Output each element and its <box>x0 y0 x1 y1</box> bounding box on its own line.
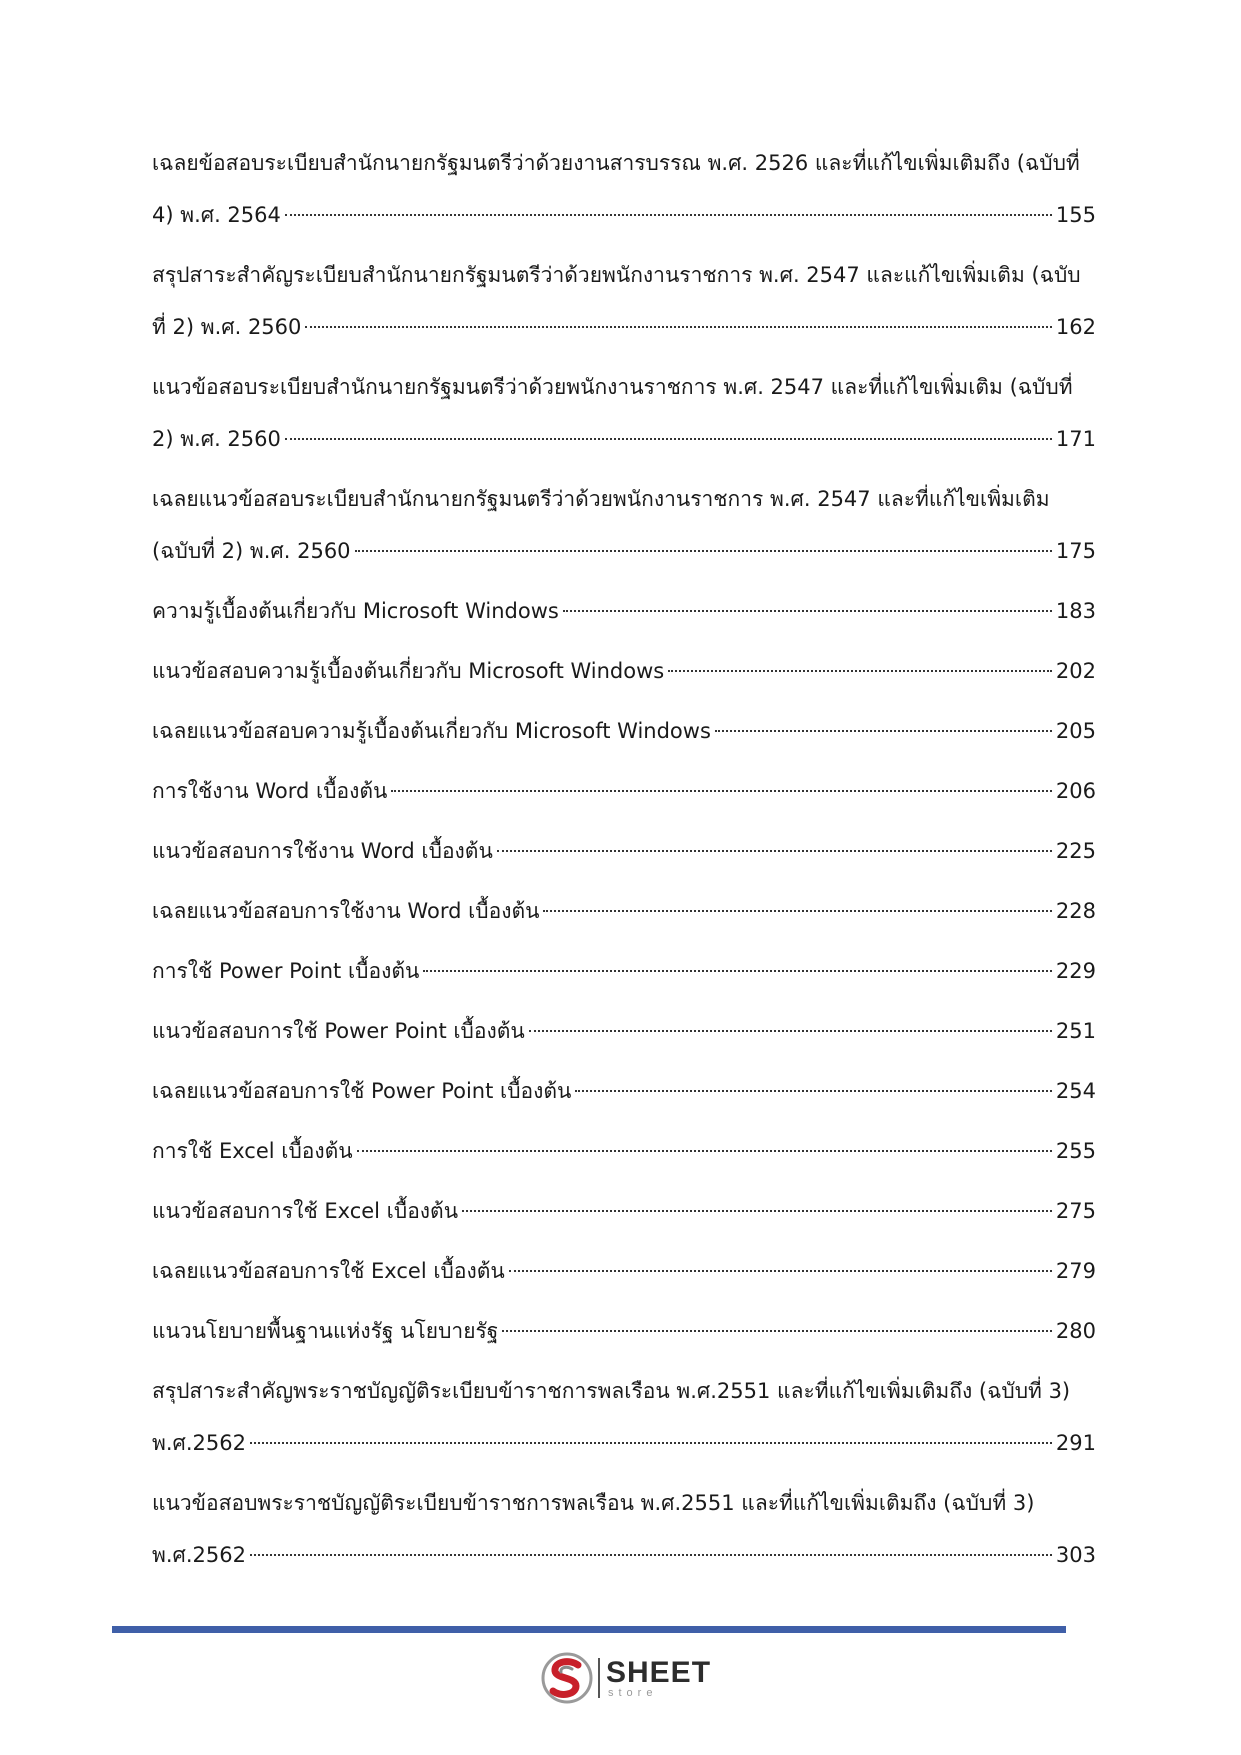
toc-entry-row <box>152 312 1096 342</box>
dot-leader <box>715 730 1052 732</box>
toc-entry[interactable] <box>152 836 1096 866</box>
toc-entry-title: 4) พ.ศ. 2564 <box>152 203 281 227</box>
toc-entry-page-number: 303 <box>1055 1543 1096 1567</box>
toc-entry-row <box>152 536 1096 566</box>
footer-divider <box>112 1626 1066 1633</box>
dot-leader <box>305 326 1052 328</box>
logo-subtext: store <box>608 1686 658 1699</box>
toc-entry-row <box>152 1540 1096 1570</box>
toc-entry-title: ความรู้เบื้องต้นเกี่ยวกับ Microsoft Windows <box>152 599 559 623</box>
dot-leader <box>250 1442 1052 1444</box>
toc-entry-title: เฉลยแนวข้อสอบการใช้งาน Word เบื้องต้น <box>152 899 540 923</box>
toc-entry-title-line: แนวข้อสอบระเบียบสำนักนายกรัฐมนตรีว่าด้วยพนักงานราชการ พ.ศ. 2547 และที่แก้ไขเพิ่มเติม (ฉบับที่ <box>152 375 1073 399</box>
toc-entry[interactable] <box>152 1376 1096 1458</box>
logo-wordmark: SHEET <box>606 1655 712 1689</box>
toc-entry-page-number: 171 <box>1055 427 1096 451</box>
toc-entry-row <box>152 716 1096 746</box>
toc-entry-page-number: 254 <box>1055 1079 1096 1103</box>
toc-entry-page-number: 280 <box>1055 1319 1096 1343</box>
toc-entry-row <box>152 896 1096 926</box>
toc-entry[interactable] <box>152 1316 1096 1346</box>
toc-entry-page-number: 205 <box>1055 719 1096 743</box>
dot-leader <box>543 910 1051 912</box>
toc-entry-page-number: 275 <box>1055 1199 1096 1223</box>
toc-entry[interactable] <box>152 956 1096 986</box>
toc-entry-page-number: 229 <box>1055 959 1096 983</box>
toc-entry-row <box>152 596 1096 626</box>
toc-entry-page-number: 225 <box>1055 839 1096 863</box>
toc-entry-row <box>152 956 1096 986</box>
toc-entry[interactable] <box>152 1076 1096 1106</box>
dot-leader <box>285 214 1052 216</box>
dot-leader <box>250 1554 1052 1556</box>
toc-entry-row <box>152 1196 1096 1226</box>
toc-entry-title: การใช้ Power Point เบื้องต้น <box>152 959 420 983</box>
toc-entry-title-line: แนวข้อสอบพระราชบัญญัติระเบียบข้าราชการพลเรือน พ.ศ.2551 และที่แก้ไขเพิ่มเติมถึง (ฉบับที่ 3) <box>152 1491 1035 1515</box>
sheet-store-logo-icon <box>540 1651 594 1705</box>
dot-leader <box>502 1330 1052 1332</box>
logo-divider <box>598 1658 600 1698</box>
toc-entry-page-number: 155 <box>1055 203 1096 227</box>
dot-leader <box>423 970 1052 972</box>
dot-leader <box>462 1210 1052 1212</box>
toc-entry-row <box>152 836 1096 866</box>
toc-entry[interactable] <box>152 1136 1096 1166</box>
toc-entry[interactable] <box>152 896 1096 926</box>
toc-entry-page-number: 279 <box>1055 1259 1096 1283</box>
toc-entry-page-number: 162 <box>1055 315 1096 339</box>
toc-entry-title: เฉลยแนวข้อสอบความรู้เบื้องต้นเกี่ยวกับ Microsoft Windows <box>152 719 711 743</box>
toc-entry-title: แนวข้อสอบการใช้ Excel เบื้องต้น <box>152 1199 459 1223</box>
toc-entry-row <box>152 1428 1096 1458</box>
toc-entry[interactable] <box>152 596 1096 626</box>
dot-leader <box>355 550 1052 552</box>
toc-entry-row <box>152 1316 1096 1346</box>
toc-entry-row <box>152 656 1096 686</box>
toc-entry-page-number: 291 <box>1055 1431 1096 1455</box>
dot-leader <box>529 1030 1052 1032</box>
toc-entry-title: เฉลยแนวข้อสอบการใช้ Power Point เบื้องต้น <box>152 1079 572 1103</box>
toc-entry-row <box>152 1136 1096 1166</box>
toc-entry-row <box>152 424 1096 454</box>
toc-entry-title-line: เฉลยข้อสอบระเบียบสำนักนายกรัฐมนตรีว่าด้วยงานสารบรรณ พ.ศ. 2526 และที่แก้ไขเพิ่มเติมถึง (ฉบับที่ <box>152 151 1080 175</box>
toc-entry[interactable] <box>152 484 1096 566</box>
dot-leader <box>575 1090 1052 1092</box>
dot-leader <box>668 670 1052 672</box>
toc-entry[interactable] <box>152 1256 1096 1286</box>
toc-entry[interactable] <box>152 656 1096 686</box>
logo-text <box>606 1655 712 1699</box>
toc-entry-title: พ.ศ.2562 <box>152 1543 246 1567</box>
toc-entry-title: แนวนโยบายพื้นฐานแห่งรัฐ นโยบายรัฐ <box>152 1319 499 1343</box>
toc-entry-title: แนวข้อสอบการใช้งาน Word เบื้องต้น <box>152 839 493 863</box>
toc-entry-title: แนวข้อสอบความรู้เบื้องต้นเกี่ยวกับ Microsoft Windows <box>152 659 665 683</box>
toc-entry-title: ที่ 2) พ.ศ. 2560 <box>152 315 302 339</box>
toc-entry-row <box>152 200 1096 230</box>
toc-entry-row <box>152 1256 1096 1286</box>
toc-entry-title-line: เฉลยแนวข้อสอบระเบียบสำนักนายกรัฐมนตรีว่าด้วยพนักงานราชการ พ.ศ. 2547 และที่แก้ไขเพิ่มเติม <box>152 487 1050 511</box>
toc-entry[interactable] <box>152 372 1096 454</box>
toc-entry[interactable] <box>152 1016 1096 1046</box>
toc-entry-title: แนวข้อสอบการใช้ Power Point เบื้องต้น <box>152 1019 525 1043</box>
toc-entry-title: การใช้งาน Word เบื้องต้น <box>152 779 388 803</box>
toc-entry-page-number: 255 <box>1055 1139 1096 1163</box>
sheet-store-logo <box>540 1650 720 1706</box>
toc-entry-row <box>152 1076 1096 1106</box>
toc-entry-page-number: 228 <box>1055 899 1096 923</box>
toc-entry[interactable] <box>152 716 1096 746</box>
toc-entry-row <box>152 1016 1096 1046</box>
toc-entry[interactable] <box>152 148 1096 230</box>
toc-entry-title: พ.ศ.2562 <box>152 1431 246 1455</box>
toc-entry-title: เฉลยแนวข้อสอบการใช้ Excel เบื้องต้น <box>152 1259 505 1283</box>
dot-leader <box>509 1270 1052 1272</box>
toc-entry[interactable] <box>152 1488 1096 1570</box>
dot-leader <box>285 438 1052 440</box>
toc-entry[interactable] <box>152 776 1096 806</box>
toc-entry-title: (ฉบับที่ 2) พ.ศ. 2560 <box>152 539 351 563</box>
toc-entry-page-number: 251 <box>1055 1019 1096 1043</box>
dot-leader <box>563 610 1052 612</box>
toc-entry-title-line: สรุปสาระสำคัญระเบียบสำนักนายกรัฐมนตรีว่าด้วยพนักงานราชการ พ.ศ. 2547 และแก้ไขเพิ่มเติม (ฉบับ <box>152 263 1081 287</box>
table-of-contents <box>152 148 1096 1600</box>
toc-entry[interactable] <box>152 1196 1096 1226</box>
dot-leader <box>391 790 1052 792</box>
toc-entry-row <box>152 776 1096 806</box>
dot-leader <box>357 1150 1052 1152</box>
toc-entry-title: 2) พ.ศ. 2560 <box>152 427 281 451</box>
toc-entry-page-number: 175 <box>1055 539 1096 563</box>
toc-entry-page-number: 202 <box>1055 659 1096 683</box>
toc-entry-page-number: 206 <box>1055 779 1096 803</box>
dot-leader <box>497 850 1052 852</box>
toc-entry-title-line: สรุปสาระสำคัญพระราชบัญญัติระเบียบข้าราชการพลเรือน พ.ศ.2551 และที่แก้ไขเพิ่มเติมถึง (ฉบับที่ 3) <box>152 1379 1071 1403</box>
toc-entry[interactable] <box>152 260 1096 342</box>
toc-entry-page-number: 183 <box>1055 599 1096 623</box>
toc-entry-title: การใช้ Excel เบื้องต้น <box>152 1139 353 1163</box>
